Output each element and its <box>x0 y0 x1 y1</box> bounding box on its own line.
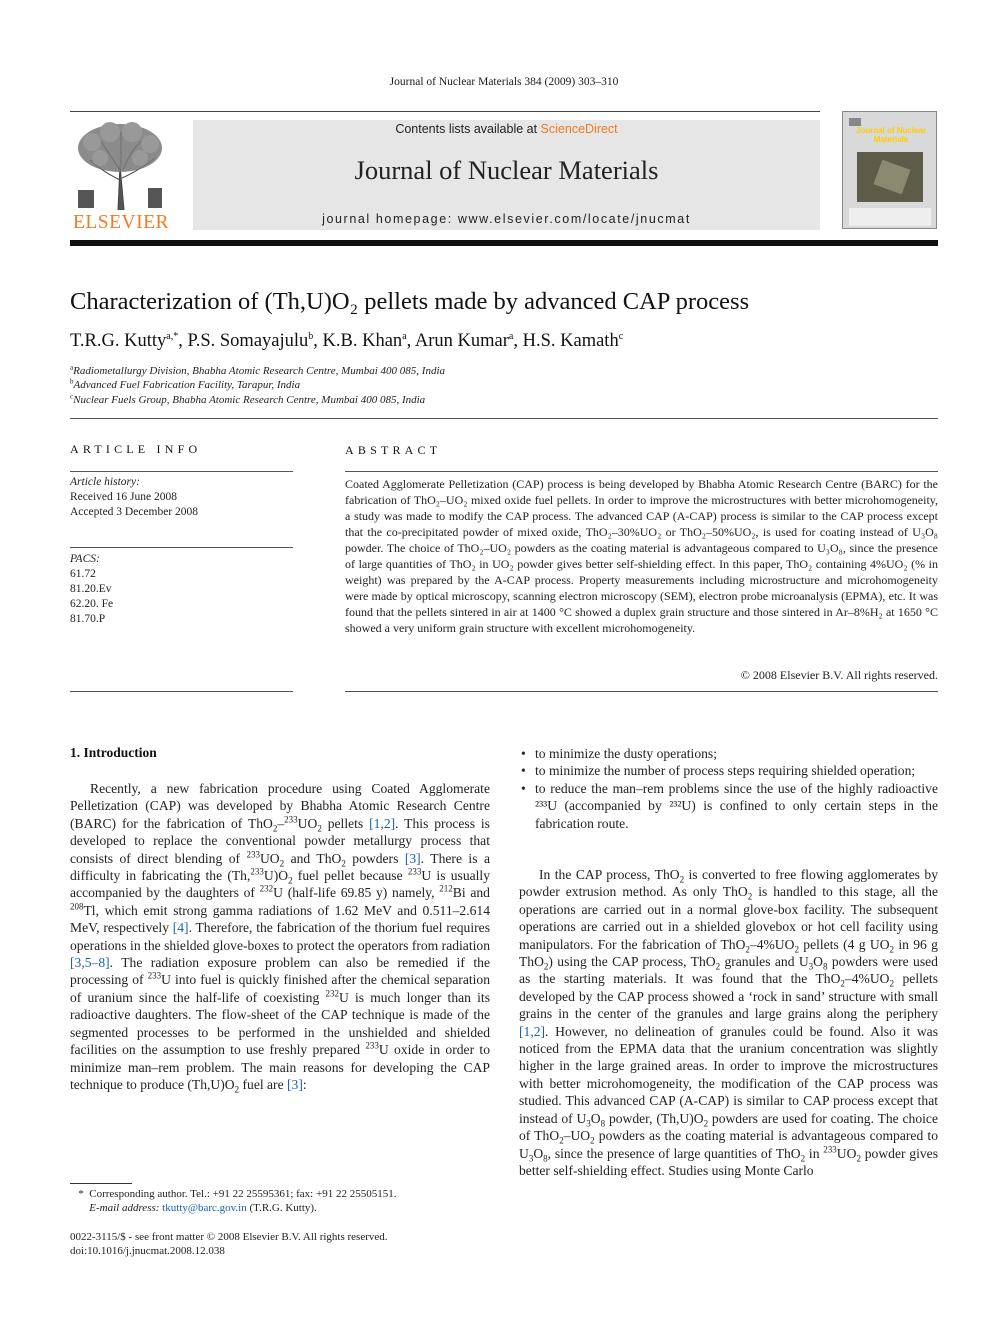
author-name[interactable]: K.B. Khan <box>322 331 403 351</box>
affiliation-text: Radiometallurgy Division, Bhabha Atomic Research Centre, Mumbai 400 085, India <box>73 365 446 377</box>
author-name[interactable]: H.S. Kamath <box>522 331 619 351</box>
affiliation-key: b <box>70 377 74 386</box>
affiliation-rule <box>70 418 938 419</box>
reasons-list <box>519 745 938 832</box>
author-name[interactable]: P.S. Somayajulu <box>187 331 309 351</box>
issn-line: 0022-3115/$ - see front matter © 2008 Elsevier B.V. All rights reserved. <box>70 1231 388 1243</box>
contents-line <box>193 122 820 136</box>
pacs-code: 61.72 <box>70 568 96 580</box>
header-thick-rule <box>70 240 938 246</box>
affiliation-text: Advanced Fuel Fabrication Facility, Tarapur, India <box>73 379 301 391</box>
journal-citation: Journal of Nuclear Materials 384 (2009) 303–310 <box>389 76 619 88</box>
author-affiliation-mark: a <box>402 330 407 342</box>
list-item: • to minimize the number of process steps requiring shielded operation; <box>519 762 938 779</box>
accepted-date: Accepted 3 December 2008 <box>70 506 199 518</box>
citation-link[interactable]: [3] <box>287 1076 303 1092</box>
cover-publisher-mark <box>849 118 861 126</box>
author-affiliation-mark: b <box>308 330 314 342</box>
abstract-rule <box>345 691 938 692</box>
pacs-code: 81.20.Ev <box>70 583 112 595</box>
author-name[interactable]: Arun Kumar <box>414 331 509 351</box>
affiliation-c <box>70 394 425 406</box>
abstract-text: Coated Agglomerate Pelletization (CAP) process is being developed by Bhabha Atomic Research Centre (BARC) for the fabrication of ThO₂–UO₂ mixed oxide fuel pellets. In order to improve the microstructures with better microhomogeneity, a study was made to modify the CAP process. The advanced CAP (A-CAP) process is similar to the CAP process except that the co-precipitated powder of mixed oxide, ThO₂–30%UO₂ or ThO₂–50%UO₂, is used for coating instead of U₃O₈ powder. The choice of ThO₂–UO₂ powders as the coating material is advantageous compared to U₃O₈, since the presence of large quantities of ThO₂ in UO₂ powder gives better self-shielding effect. In this paper, ThO₂ containing 4%UO₂ (% in weight) was prepared by the A-CAP process. Property measurements including microstructure and microhomogeneity were made by optical microscopy, scanning electron microscopy (SEM), electron probe microanalysis (EPMA), etc. It was found that the pellets sintered in air at 1400 °C showed a duplex grain structure and those sintered in Ar–8%H₂ at 1650 °C showed a very uniform grain structure with excellent microhomogeneity. <box>345 477 938 635</box>
journal-title: Journal of Nuclear Materials <box>354 155 659 185</box>
article-info-rule <box>70 471 293 472</box>
affiliation-key: a <box>70 363 74 372</box>
list-item: • to minimize the dusty operations; <box>519 745 938 762</box>
header-rule <box>70 111 820 112</box>
citation-link[interactable]: [4] <box>172 920 189 936</box>
article-info-rule <box>70 547 293 548</box>
journal-cover-thumbnail <box>842 111 937 229</box>
corresponding-author-note: * Corresponding author. Tel.: +91 22 25595361; fax: +91 22 25505151. <box>70 1188 397 1200</box>
author-affiliation-mark: a,* <box>166 330 179 342</box>
journal-homepage[interactable]: journal homepage: www.elsevier.com/locate/jnucmat <box>322 212 691 226</box>
cover-image <box>857 152 923 202</box>
abstract-copyright: © 2008 Elsevier B.V. All rights reserved. <box>740 668 938 682</box>
cover-title: Journal of Nuclear Materials <box>855 126 927 144</box>
corresponding-text: Corresponding author. Tel.: +91 22 25595361; fax: +91 22 25505151. <box>89 1188 397 1200</box>
author-email-link[interactable]: tkutty@barc.gov.in <box>162 1202 247 1214</box>
citation-link[interactable]: [3] <box>404 850 421 866</box>
affiliation-a <box>70 365 445 377</box>
email-suffix: (T.R.G. Kutty). <box>246 1202 317 1214</box>
author-list: T.R.G. Kutty$^{a,*}$, P.S. Somayajulu$^b$, K.B. Khan$^a$, Arun Kumar$^a$, H.S. Kamath$^c$ <box>70 330 624 351</box>
elsevier-wordmark: ELSEVIER <box>72 212 170 233</box>
article-info-rule <box>70 691 293 692</box>
email-note <box>70 1202 317 1214</box>
pacs-label <box>70 552 100 567</box>
introduction-paragraph: In the CAP process, ThO$_2$ is converted to free flowing agglomerates by powder extrusion method. As only ThO$_2$ is handled to this stage, all the operations are carried out in a normal glove-box facility. The subsequent operations are carried out in a shielded glovebox or hot cell facility using manipulators. For the fabrication of $ThO_2-4\%UO_2$ pellets (4 g $UO_2$ in 96 g ThO$_2$) using the CAP process, ThO$_2$ granules and $U_3O_8$ powders were used as the starting materials. It was found that the $ThO_2-4\%UO_2$ pellets developed by the CAP process showed a ‘rock in sand’ structure with small grains in the center of the granules and large grains along the periphery [1,2]. However, no delineation of granules could be found. Also it was noticed from the EPMA data that the uranium concentration was slightly higher in the large grained areas. In order to improve the microstructures with better microhomogeneity, the modification of the CAP process was studied. This advanced CAP (A-CAP) is similar to CAP process except that instead of $U_3O_8$ powder, $(Th,U)O_2$ powders are used for coating. The choice of $ThO_2-UO_2$ powders as the coating material is advantageous compared to $U_3O_8$, since the presence of large quantities of ThO$_2$ in $^{233}UO_2$ powder gives better self-shielding effect. Studies using Monte Carlo <box>519 867 938 1178</box>
author-name[interactable]: T.R.G. Kutty <box>70 331 167 351</box>
abstract-heading: ABSTRACT <box>345 443 442 457</box>
sciencedirect-link[interactable]: ScienceDirect <box>540 122 618 136</box>
article-info-heading: ARTICLE INFO <box>70 442 202 456</box>
pacs-label-text: PACS: <box>70 553 100 565</box>
doi-line[interactable]: doi:10.1016/j.jnucmat.2008.12.038 <box>70 1245 225 1257</box>
affiliation-key: c <box>70 392 74 401</box>
abstract-rule <box>345 471 938 472</box>
email-label: E-mail address: <box>89 1202 160 1214</box>
pacs-code: 81.70.P <box>70 613 106 625</box>
citation-link[interactable]: [3,5–8] <box>70 955 110 971</box>
affiliation-b <box>70 379 300 391</box>
received-date: Received 16 June 2008 <box>70 491 177 503</box>
citation-link[interactable]: [1,2] <box>369 815 396 831</box>
citation-link[interactable]: [1,2] <box>519 1023 546 1039</box>
affiliation-text: Nuclear Fuels Group, Bhabha Atomic Research Centre, Mumbai 400 085, India <box>73 394 426 406</box>
contents-prefix: Contents lists available at <box>395 122 541 136</box>
footnote-rule <box>70 1183 132 1184</box>
author-affiliation-mark: a <box>508 330 514 342</box>
list-item: • to reduce the man–rem problems since the use of the highly radioactive ²³³U (accompanied by ²³²U) is confined to only certain steps in the fabrication route. <box>519 780 938 832</box>
history-label: Article history: <box>70 476 140 488</box>
section-heading-introduction: 1. Introduction <box>70 745 157 760</box>
article-history-label <box>70 475 140 490</box>
pacs-code: 62.20. Fe <box>70 598 114 610</box>
author-affiliation-mark: c <box>618 330 624 342</box>
introduction-paragraph: Recently, a new fabrication procedure using Coated Agglomerate Pelletization (CAP) was developed by Bhabha Atomic Research Centre (BARC) for the fabrication of $ThO_2-^{233}UO_2$ pellets [1,2]. This process is developed to replace the conventional powder metallurgy process that consists of direct blending of $^{233}UO_2$ and ThO$_2$ powders [3]. There is a difficulty in fabricating the $(Th,^{233}U)O_2$ fuel pellet because $^{233}$U is usually accompanied by the daughters of $^{232}$U (half-life 69.85 y) namely, $^{212}$Bi and $^{208}$Tl, which emit strong gamma radiations of 1.62 MeV and 0.511–2.614 MeV, respectively [4]. Therefore, the fabrication of the thorium fuel requires operations in the shielded glove-boxes to protect the operators from radiation [3,5–8]. The radiation exposure problem can also be remedied if the processing of $^{233}$U into fuel is quickly finished after the chemical separation of uranium since the half-life of coexisting $^{232}$U is much longer than its radioactive daughters. The flow-sheet of the CAP technique is made of the segmented processes to be performed in the unshielded and shielded facilities on the assumption to use freshly prepared $^{233}$U oxide in order to minimize man–rem problem. The main reasons for developing the CAP technique to produce $(Th,U)O_2$ fuel are [3]: <box>70 781 491 1095</box>
paper-title: Characterization of (Th,U)O₂ pellets made by advanced CAP process <box>70 288 750 315</box>
